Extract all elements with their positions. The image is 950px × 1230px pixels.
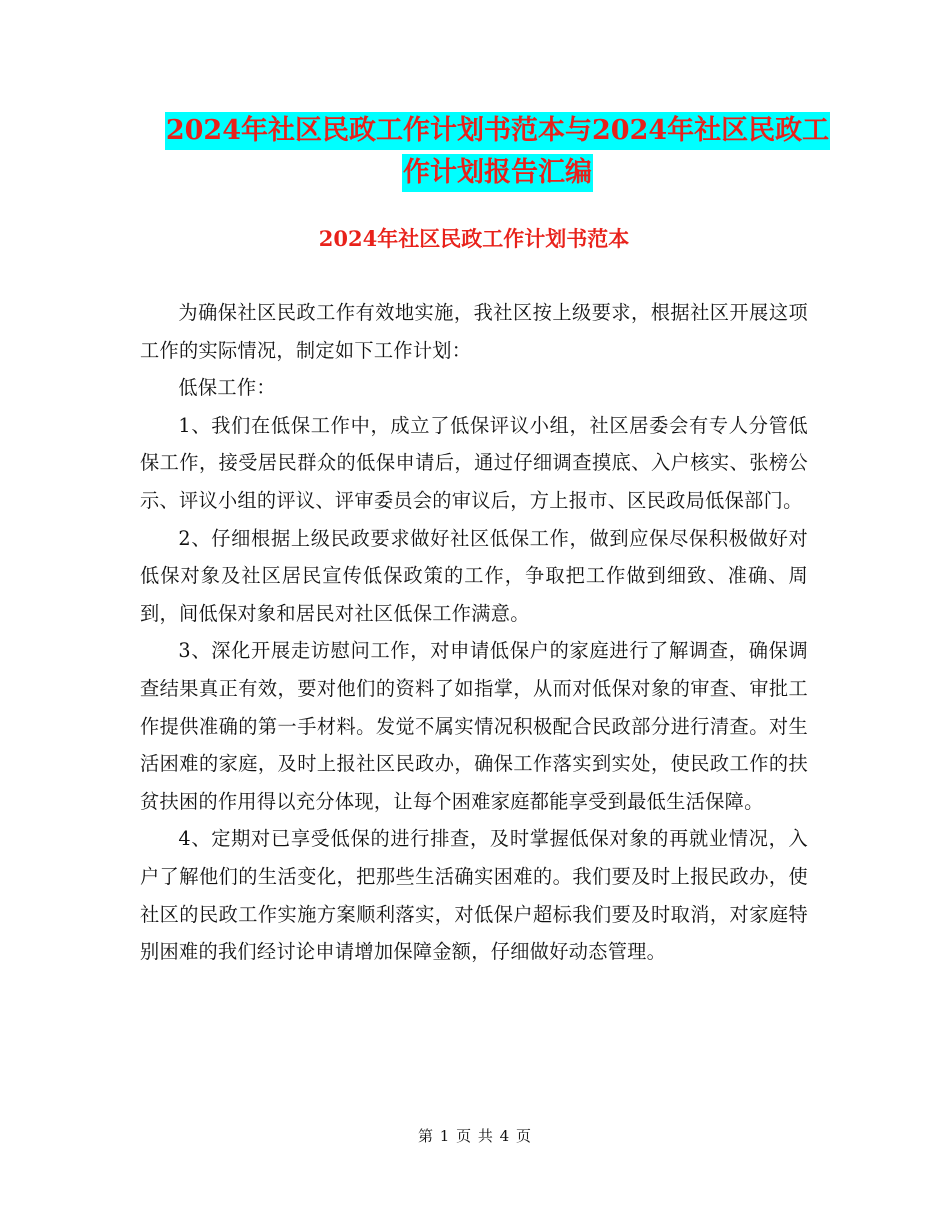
title-line-2: 作计划报告汇编 — [402, 154, 593, 192]
title-line-1: 2024年社区民政工作计划书范本与2024年社区民政工 — [165, 112, 830, 150]
paragraph-item-3: 3、深化开展走访慰问工作，对申请低保户的家庭进行了解调查，确保调查结果真正有效，要对他们的资料了如指掌，从而对低保对象的审查、审批工作提供准确的第一手材料。发觉不属实情况积极配合民政部分进行清查。对生活困难的家庭，及时上报社区民政办，确保工作落实到实处，使民政工作的扶贫扶困的作用得以充分体现，让每个困难家庭都能享受到最低生活保障。 — [140, 639, 808, 813]
paragraph-subheading-dibao: 低保工作： — [178, 376, 276, 400]
document-title — [140, 112, 855, 192]
paragraph-intro: 为确保社区民政工作有效地实施，我社区按上级要求，根据社区开展这项工作的实际情况，制定如下工作计划： — [140, 301, 808, 362]
paragraph-item-2: 2、仔细根据上级民政要求做好社区低保工作，做到应保尽保积极做好对低保对象及社区居民宣传低保政策的工作，争取把工作做到细致、准确、周到，间低保对象和居民对社区低保工作满意。 — [140, 526, 808, 625]
page-number: 第 1 页 共 4 页 — [418, 1127, 532, 1145]
section-heading: 2024年社区民政工作计划书范本 — [318, 226, 630, 251]
document-body — [140, 294, 808, 971]
page-footer — [0, 1126, 950, 1146]
paragraph-item-4: 4、定期对已享受低保的进行排查，及时掌握低保对象的再就业情况，入户了解他们的生活变化，把那些生活确实困难的。我们要及时上报民政办，使社区的民政工作实施方案顺利落实，对低保户超标我们要及时取消，对家庭特别困难的我们经讨论申请增加保障金额，仔细做好动态管理。 — [140, 827, 808, 964]
paragraph-item-1: 1、我们在低保工作中，成立了低保评议小组，社区居委会有专人分管低保工作，接受居民群众的低保申请后，通过仔细调查摸底、入户核实、张榜公示、评议小组的评议、评审委员会的审议后，方上报市、区民政局低保部门。 — [140, 413, 808, 512]
